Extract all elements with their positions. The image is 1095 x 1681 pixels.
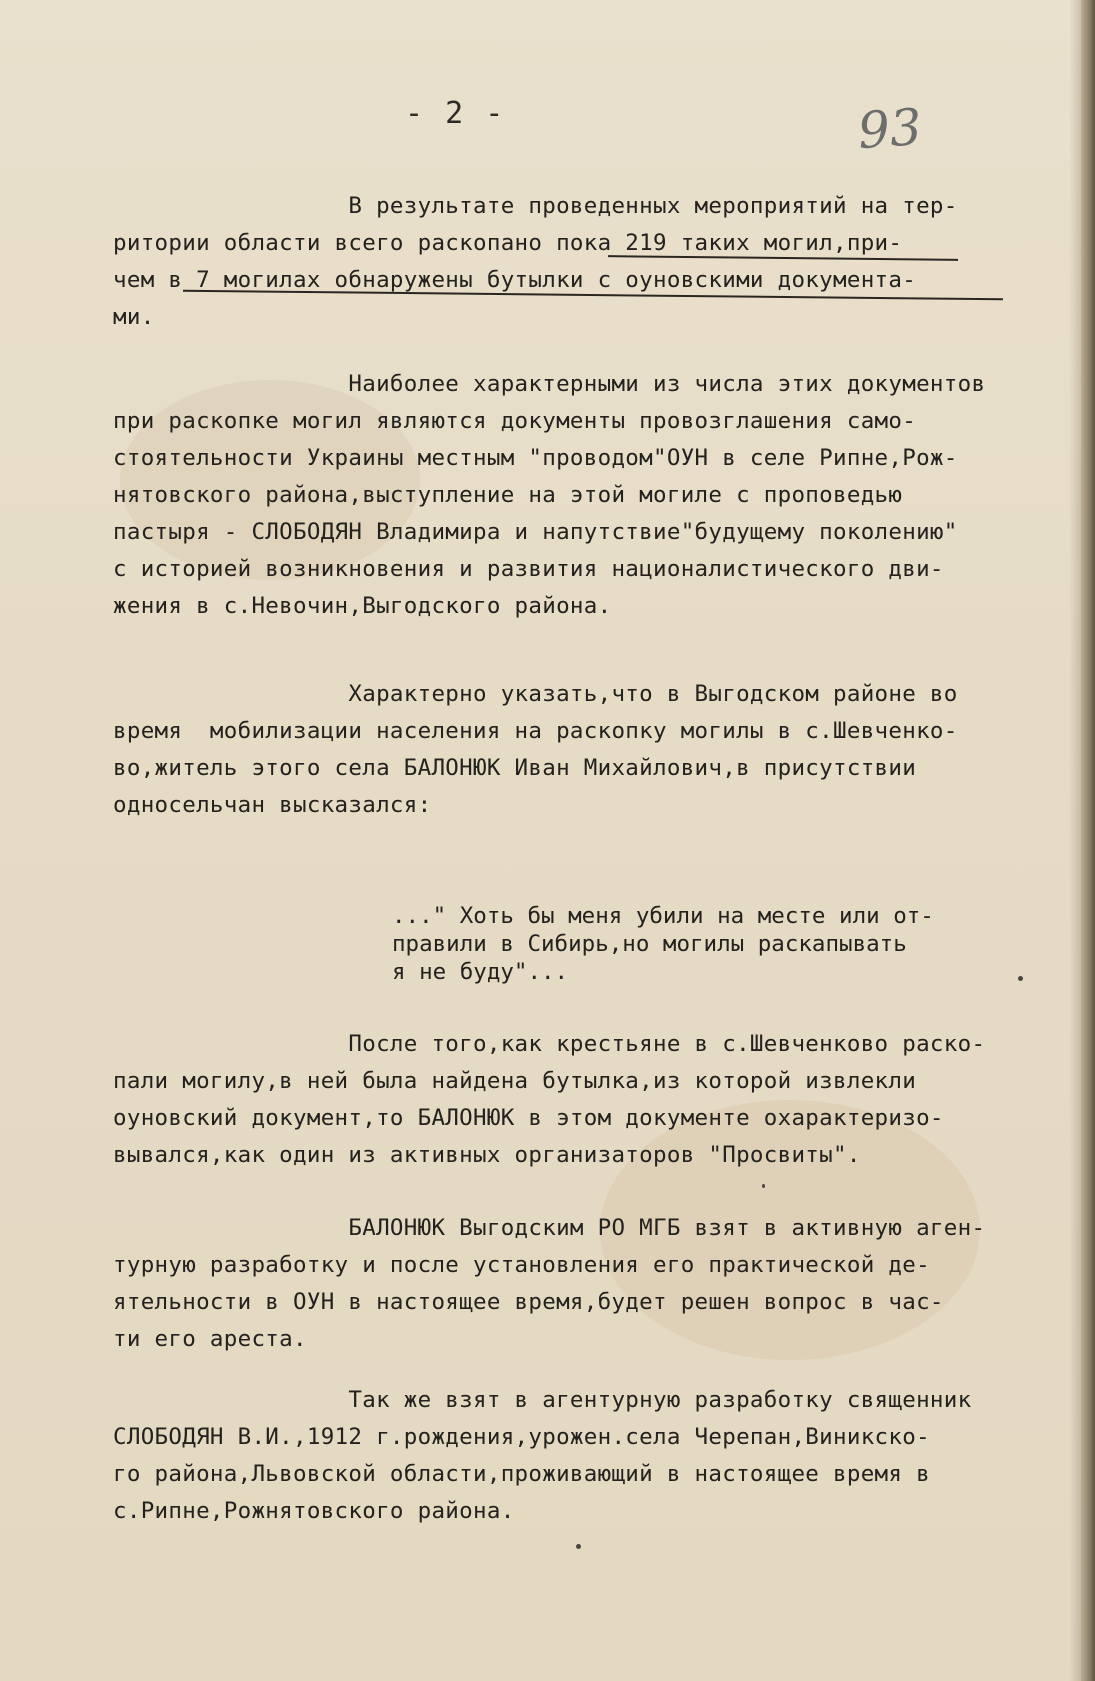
paragraph-characteristic-documents: Наиболее характерными из числа этих документов при раскопке могил являются документы провозглашения само- стоятельности Украины местным "проводом"ОУН в селе Рипне,Рож- нятовского района,выступление на этой могиле с проповедью пастыря - СЛОБОДЯН Владимира и напутствие"будущему поколению" с историей возникновения и развития националистического дви- жения в с.Невочин,Выгодского района. — [113, 371, 986, 619]
handwritten-archive-number: 93 — [856, 97, 924, 161]
paragraph-vygoda-district: Характерно указать,что в Выгодском районе во время мобилизации населения на раскопку могилы в с.Шевченко- во,житель этого села БАЛОНЮК Иван Михайлович,в присутствии односельчан высказался: — [113, 681, 958, 818]
binding-edge — [1081, 0, 1095, 1681]
paragraph-priest: Так же взят в агентурную разработку священник СЛОБОДЯН В.И.,1912 г.рождения,урожен.села Черепан,Виникско- го района,Львовской области,проживающий в настоящее время в с.Рипне,Рожнятовского района. — [113, 1387, 972, 1524]
ink-dot — [1018, 976, 1023, 981]
quote-statement: ..." Хоть бы меня убили на месте или от- правили в Сибирь,но могилы раскапывать я не буду"... — [392, 903, 934, 985]
paragraph-bottle-found: После того,как крестьяне в с.Шевченково раско- пали могилу,в ней была найдена бутылка,из которой извлекли оуновский документ,то БАЛОНЮК в этом документе охарактеризо- вывался,как один из активных организаторов "Просвиты". — [113, 1031, 986, 1168]
page-number: - 2 - — [405, 96, 506, 131]
paragraph-agent-development: БАЛОНЮК Выгодским РО МГБ взят в активную аген- турную разработку и после установления его практической де- ятельности в ОУН в настоящее время,будет решен вопрос в час- ти его ареста. — [113, 1215, 986, 1352]
ink-dot — [576, 1544, 581, 1549]
ink-dot — [762, 1184, 765, 1188]
paragraph-excavation-results: В результате проведенных мероприятий на тер- ритории области всего раскопано пока 219 таких могил,при- чем в 7 могилах обнаружены бутылки с оуновскими документа- ми. — [113, 193, 958, 330]
